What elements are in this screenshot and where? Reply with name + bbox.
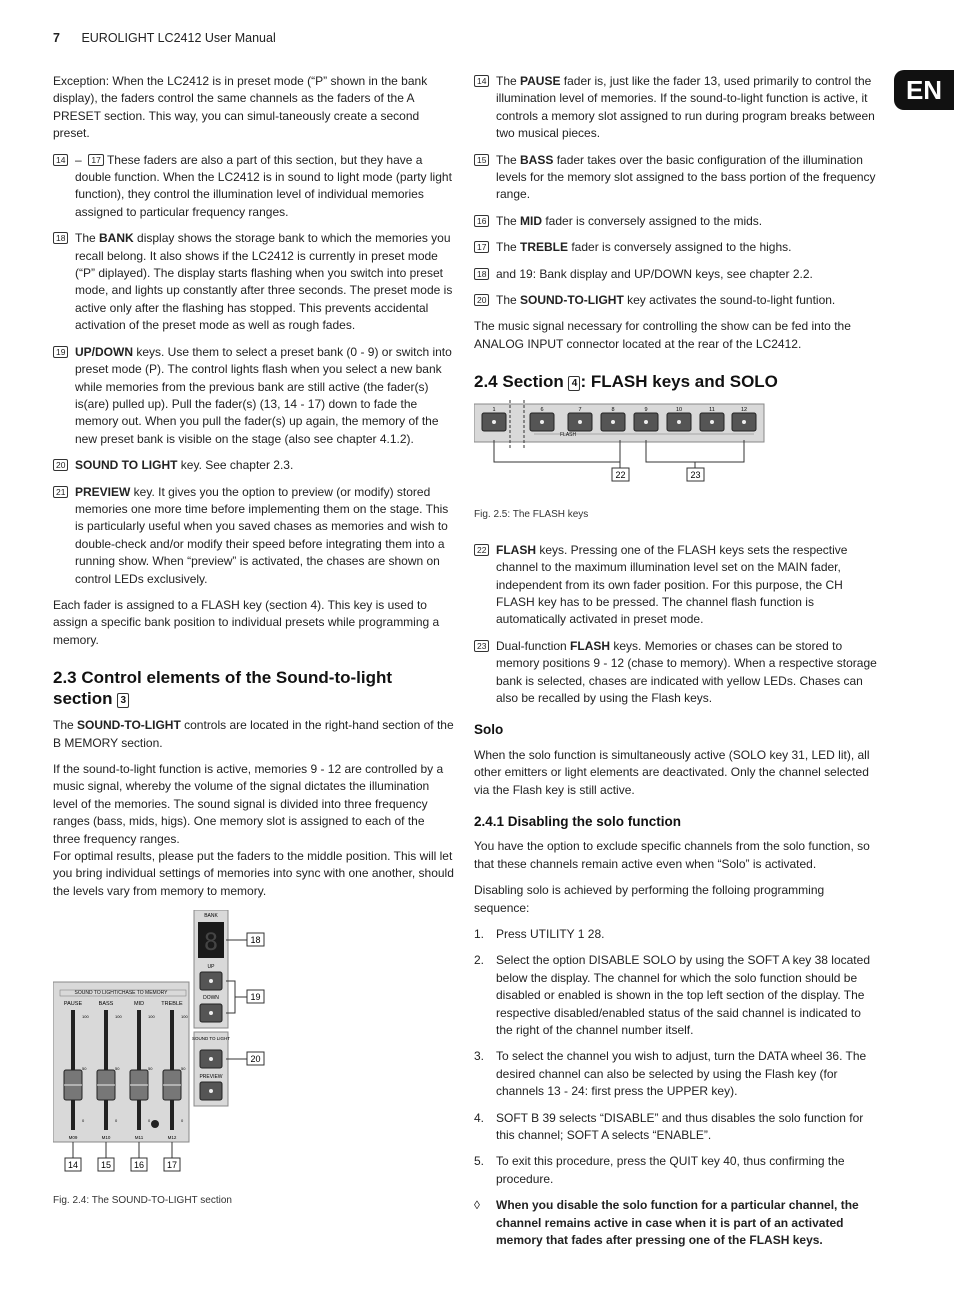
intro-paragraph: Exception: When the LC2412 is in preset mode (“P” shown in the bank display), the faders control the same channels as the faders of the A PRESET section. This way, you can simul-taneously create a second preset. — [53, 74, 428, 141]
item-text: and 19: Bank display and UP/DOWN keys, see chapter 2.2. — [496, 266, 813, 281]
callout-23: 23 — [690, 470, 701, 481]
list-item: 16 The MID fader is conversely assigned to the mids. — [474, 213, 879, 230]
callout-marker: 18 — [53, 232, 68, 244]
step-item: 5. To exit this procedure, press the QUIT key 40, thus confirming the procedure. — [474, 1154, 845, 1186]
scale-label: 0 — [148, 1118, 151, 1124]
flash-key-led — [644, 420, 648, 424]
flash-keys-diagram — [474, 400, 774, 492]
step-item: 2. Select the option DISABLE SOLO by using the SOFT A key 38 located below the display. The channel for which the solo function should be disabled or enabled is shown in the top left section of the display. The respective disabled/enabled status of the said channel is indicated to the right of the channel number itself. — [474, 953, 870, 1038]
sound-to-light-figure — [53, 910, 455, 1200]
manual-title: EUROLIGHT LC2412 User Manual — [81, 31, 276, 45]
item-text: fader is conversely assigned to the highs. — [568, 240, 792, 255]
flash-key-led — [540, 420, 544, 424]
item-text: fader is conversely assigned to the mids. — [542, 213, 763, 228]
fader-label: PAUSE — [63, 1001, 83, 1008]
fader-label: BASS — [98, 1001, 114, 1008]
callout-number: 16 — [133, 1160, 145, 1171]
callout-marker: 17 — [474, 241, 489, 253]
paragraph: Disabling solo is achieved by performing the folloing programming sequence: — [474, 883, 825, 915]
list-item: 19 UP/DOWN keys. Use them to select a preset bank (0 - 9) or switch into preset mode (P). The control lights flash when you select a new bank while memories from the previous bank are still active (the fader(s) is(are) pulled up). Pull the fader(s) (13, 14 - 17) down to fade the memory out. When you pull the fader(s) up again, the memory of the new preset bank is visible on the stage (also see chapter 4.1.2). — [53, 344, 455, 448]
callout-marker: 15 — [474, 154, 489, 166]
step-item: 1. Press UTILITY 1 28. — [474, 927, 605, 941]
callout-marker: 17 — [88, 154, 103, 166]
page-header — [53, 30, 276, 47]
scale-label: 50 — [82, 1066, 87, 1072]
flash-key-number: 11 — [709, 407, 715, 414]
scale-label: 50 — [181, 1066, 186, 1072]
callout-number: 17 — [166, 1160, 178, 1171]
item-text: These faders are also a part of this section, but they have a double function. When the LC2412 is in sound to light mode (party light function), they control the illumination level of individual memories assigned to particular frequency ranges. — [75, 152, 452, 219]
callout-number: 15 — [100, 1160, 112, 1171]
flash-key-led — [742, 420, 746, 424]
solo-paragraph: When the solo function is simultaneously active (SOLO key 31, LED lit), all other emitters or light elements are deactivated. Only the channel selected via the Flash key is still active. — [474, 747, 870, 797]
callout-marker: 23 — [474, 640, 489, 652]
list-item: 14 The PAUSE fader is, just like the fader 13, used primarily to control the illumination level of memories. If the sound-to-light function is active, it controls a memory slot assigned to run during program breaks between two musical pieces. — [474, 73, 879, 143]
callout-marker: 18 — [474, 268, 489, 280]
stl-label: SOUND TO LIGHT — [191, 1036, 231, 1042]
step-item: 3. To select the channel you wish to adjust, turn the DATA wheel 36. The desired channel can also be selected by using the Flash key (for channels 13 - 24: first press the UPPER key). — [474, 1049, 867, 1099]
callout-marker: 16 — [474, 215, 489, 227]
step-item: 4. SOFT B 39 selects “DISABLE” and thus disables the solo function for this channel; SOFT A selects “ENABLE”. — [474, 1110, 864, 1143]
scale-label: 50 — [148, 1066, 153, 1072]
figure-caption: Fig. 2.5: The FLASH keys — [474, 509, 589, 521]
item-text: keys. Use them to select a preset bank (0 - 9) or switch into preset mode (P). The control lights flash when you select a new bank while memories from the previous bank are still active (the fader(s) is(are) pulled up). Pull the fader(s) (13, 14 - 17) down to fade the memory out. When you pull the fader(s) up again, the memory of the new preset bank is visible on the stage (also see chapter 4.1.2). — [75, 344, 452, 446]
down-label: DOWN — [203, 995, 219, 1002]
list-item: 20 The SOUND-TO-LIGHT key activates the sound-to-light funtion. — [474, 292, 879, 309]
flash-keys-figure — [474, 400, 879, 492]
memory-label: M11 — [134, 1135, 144, 1141]
callout-number: 20 — [250, 1054, 261, 1065]
sound-to-light-diagram — [53, 910, 283, 1190]
scale-label: 100 — [115, 1014, 122, 1020]
callout-marker: 21 — [53, 486, 68, 498]
flash-key-number: 10 — [675, 407, 683, 414]
flash-key-led — [611, 420, 615, 424]
flash-label: FLASH — [560, 432, 577, 439]
section-heading-2-3: 2.3 Control elements of the Sound-to-light section 3 — [53, 668, 393, 709]
solo-heading: Solo — [474, 722, 504, 738]
figure-caption: Fig. 2.4: The SOUND-TO-LIGHT section — [53, 1195, 232, 1207]
list-item: 20 SOUND TO LIGHT key. See chapter 2.3. — [53, 457, 455, 474]
warning-text: When you disable the solo function for a particular channel, the channel remains active in case when it is part of an activated memory that fades after pressing one of the FLASH keys. — [496, 1198, 859, 1248]
flash-key-number: 6 — [540, 407, 544, 414]
memory-label: M09 — [68, 1135, 78, 1141]
callout-marker: 19 — [53, 346, 68, 358]
flash-key-led — [492, 420, 496, 424]
scale-label: 0 — [82, 1118, 85, 1124]
fader-label: MID — [133, 1001, 145, 1008]
callout-number: 18 — [250, 935, 261, 946]
paragraph: You have the option to exclude specific channels from the solo function, so that these channels remain active even when “Solo” is activated. — [474, 839, 870, 871]
item-text: fader is, just like the fader 13, used primarily to control the illumination level of memories. If the sound-to-light function is active, it controls a memory slot assigned to run during program breaks between two musical pieces. — [496, 74, 875, 141]
callout-number: 19 — [250, 992, 261, 1003]
scale-label: 0 — [181, 1118, 184, 1124]
list-item: 17 The TREBLE fader is conversely assigned to the highs. — [474, 239, 879, 256]
flash-key-led — [710, 420, 714, 424]
item-text: key. It gives you the option to preview (or modify) stored memories one more time before implementing them on the stage. This is particularly useful when you saved chases as memories and wish to double-check and/or modify their speed before integrating them into a running show. When “preview” is activated, the chases are shown on control LEDs exclusively. — [75, 484, 449, 586]
warning-icon: ◊ — [474, 1198, 480, 1213]
plus-icon — [151, 1120, 159, 1128]
section-marker: 3 — [117, 693, 129, 708]
section-marker: 4 — [568, 376, 580, 391]
callout-marker: 20 — [53, 459, 68, 471]
list-item: 14 – 17 These faders are also a part of this section, but they have a double function. When the LC2412 is in sound to light mode (party light function), they control the illumination level of individual memories assigned to particular frequency ranges. — [53, 152, 455, 222]
language-tab: EN — [894, 70, 954, 110]
callout-marker: 14 — [474, 75, 489, 87]
preview-label: PREVIEW — [199, 1074, 223, 1081]
paragraph: For optimal results, please put the faders to the middle position. This will let you bring individual settings of memories into sync with one another, should the levels vary from memory to memory. — [53, 849, 454, 898]
flash-key-number: 8 — [611, 407, 615, 414]
disable-solo-heading: 2.4.1 Disabling the solo function — [474, 813, 682, 829]
flash-key-number: 12 — [740, 407, 748, 414]
list-item: 21 PREVIEW key. It gives you the option to preview (or modify) stored memories one more time before implementing them on the stage. This is particularly useful when you saved chases as memories and wish to double-check and/or modify their speed before integrating them into a running show. When “preview” is activated, the chases are shown on control LEDs exclusively. — [53, 484, 455, 588]
callout-marker: 22 — [474, 544, 489, 556]
scale-label: 100 — [148, 1014, 155, 1020]
music-note: The music signal necessary for controlling the show can be fed into the ANALOG INPUT connector located at the rear of the LC2412. — [474, 319, 851, 351]
up-label: UP — [207, 964, 215, 971]
scale-label: 0 — [115, 1118, 118, 1124]
bank-digit: 8 — [203, 928, 219, 957]
scale-label: 100 — [82, 1014, 89, 1020]
list-item: 18 The BANK display shows the storage bank to which the memories you recall belong. It also shows if the LC2412 is currently in preset mode (“P” diplayed). The display starts flashing when you switch into preset mode, and lights up constantly after three seconds. The preset mode is active only after the flashing has stopped. This prevents accidental activation of the preset mode as well as rough fades. — [53, 230, 455, 334]
item-text: keys. Memories or chases can be stored to memory positions 9 - 12 (chase to memory). When a respective storage bank is selected, chases are indicated with yellow LEDs. Chases can also be recalled by using the Flash keys. — [496, 638, 877, 705]
bank-label: BANK — [204, 913, 218, 920]
scale-label: 100 — [181, 1014, 188, 1020]
flash-key-number: 9 — [644, 407, 648, 414]
list-item — [474, 266, 879, 283]
callout-marker: 20 — [474, 294, 489, 306]
list-item: 23 Dual-function FLASH keys. Memories or chases can be stored to memory positions 9 - 12 (chase to memory). When a respective storage bank is selected, chases are indicated with yellow LEDs. Chases can also be recalled by using the Flash keys. — [474, 638, 879, 708]
list-item: 22 FLASH keys. Pressing one of the FLASH keys sets the respective channel to the maximum illumination level set on the MAIN fader, independent from its own fader position. For this purpose, the CH FLASH key has to be pressed. The channel flash function is automatically activated in preset mode. — [474, 542, 879, 629]
item-text: key. See chapter 2.3. — [177, 458, 294, 473]
flash-key-number: 7 — [578, 407, 582, 414]
scale-label: 50 — [115, 1066, 120, 1072]
callout-number: 14 — [67, 1160, 79, 1171]
item-text: key activates the sound-to-light funtion. — [623, 293, 836, 308]
item-text: fader takes over the basic configuration of the illumination levels for the memory slot assigned to the bass portion of the frequency range. — [496, 152, 876, 202]
right-column — [474, 73, 879, 1259]
callout-marker: 14 — [53, 154, 68, 166]
flash-key-number: 1 — [492, 407, 496, 414]
fader-label: TREBLE — [161, 1001, 183, 1008]
group-label: SOUND TO LIGHT/CHASE TO MEMORY — [74, 990, 168, 997]
flash-key-led — [578, 420, 582, 424]
memory-label: M12 — [167, 1135, 177, 1141]
flash-key-led — [677, 420, 681, 424]
flash-note: Each fader is assigned to a FLASH key (section 4). This key is used to assign a specific bank position to individual presets while programming a memory. — [53, 597, 440, 647]
list-item: 15 The BASS fader takes over the basic configuration of the illumination levels for the memory slot assigned to the bass portion of the frequency range. — [474, 152, 879, 204]
steps-list — [474, 926, 879, 1188]
callout-22: 22 — [615, 470, 626, 481]
warning-note — [474, 1197, 879, 1249]
item-text: keys. Pressing one of the FLASH keys sets the respective channel to the maximum illumination level set on the MAIN fader, independent from its own fader position. For this purpose, the CH FLASH key has to be pressed. The channel flash function is automatically activated in preset mode. — [496, 542, 848, 627]
section-heading-2-4: 2.4 Section 4 : FLASH keys and SOLO — [474, 372, 778, 392]
left-column — [53, 73, 455, 1226]
memory-label: M10 — [101, 1135, 111, 1141]
item-text: display shows the storage bank to which the memories you recall belong. It also shows if the LC2412 is currently in preset mode (“P” diplayed). The display starts flashing when you switch into preset mode, and lights up constantly after three seconds. The preset mode is active only after the flashing has stopped. This prevents accidental activation of the preset mode as well as rough fades. — [75, 231, 453, 333]
page-number: 7 — [53, 31, 60, 45]
paragraph: If the sound-to-light function is active, memories 9 - 12 are controlled by a music signal, whereby the volume of the signal dictates the illumination level of the memories. The sound signal is divided into three frequency ranges (bass, mids, higs). One memory slot is assigned to each of the three frequency ranges. — [53, 762, 444, 846]
paragraph: The SOUND-TO-LIGHT controls are located in the right-hand section of the B MEMORY section. — [53, 718, 454, 750]
